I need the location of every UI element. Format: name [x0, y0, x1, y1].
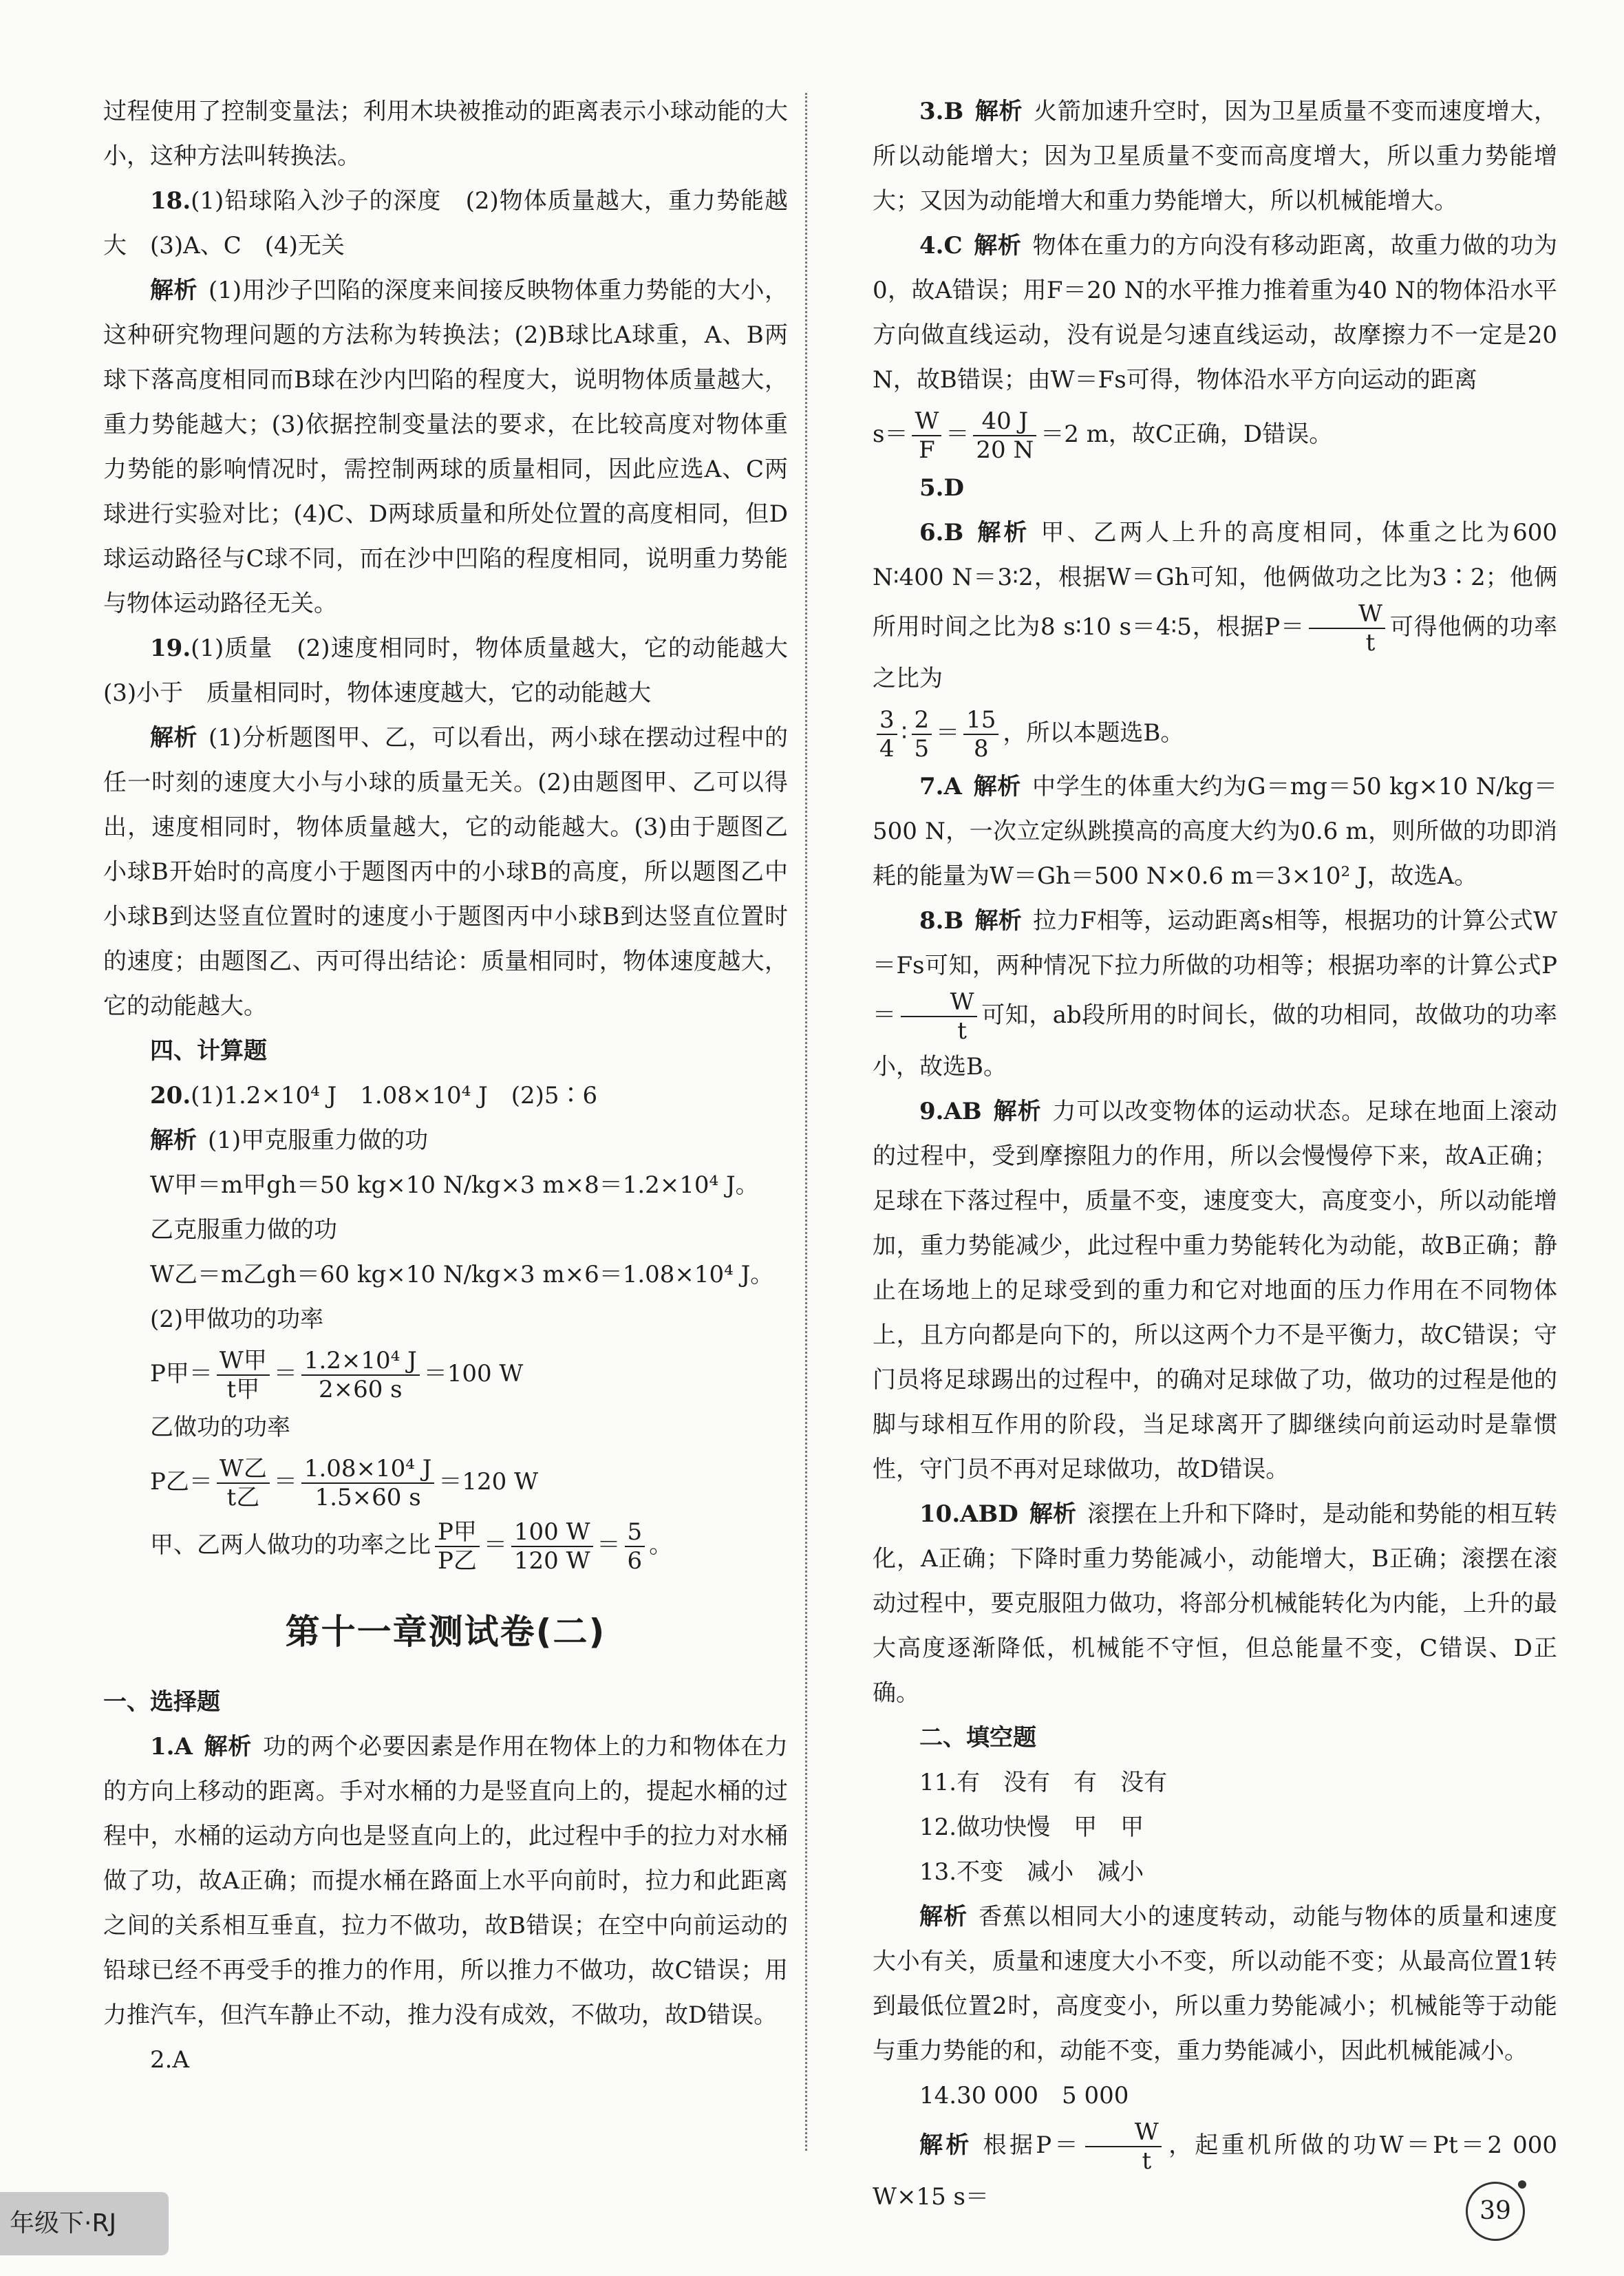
analysis-20-line2: W甲＝m甲gh＝50 kg×10 N/kg×3 m×8＝1.2×10⁴ J。	[150, 1171, 759, 1199]
answer-6: 6.B 解析 甲、乙两人上升的高度相同，体重之比为600 N∶400 N＝3∶2，根据W＝Gh可知，他俩做功之比为3∶2；他俩所用时间之比为8 s∶10 s＝4∶5，根据P＝ $\frac{W}{t}$ 可得他俩的功率之比为	[873, 519, 1557, 692]
fraction: $\frac{5}{6}$	[625, 1518, 645, 1575]
fraction: $\frac{\text{W甲}}{\text{t甲}}$	[217, 1347, 270, 1403]
column-divider	[805, 93, 807, 2151]
fraction: $\frac{40 J}{20 N}$	[973, 407, 1036, 464]
ratio-formula-6: $\frac{3}{4}$ ∶ $\frac{2}{5}$ ＝ $\frac{15}{8}$ ，所以本题选B。	[873, 701, 1557, 765]
answer-11: 11.有 没有 有 没有	[919, 1769, 1168, 1796]
left-column	[103, 89, 811, 2083]
analysis-14: 解析 根据P＝ $\frac{W}{t}$ ，起重机所做的功W＝Pt＝2 000 W×15 s＝	[873, 2118, 1558, 2211]
analysis-18: 解析 (1)用沙子凹陷的深度来间接反映物体重力势能的大小，这种研究物理问题的方法称为转换法；(2)B球比A球重，A、B两球下落高度相同而B球在沙内凹陷的程度大，说明物体质量越大，重力势能越大；(3)依据控制变量法的要求，在比较高度对物体重力势能的影响情况时，需控制两球的质量相同，因此应选A、C两球进行实验对比；(4)C、D两球质量和所处位置的高度相同，但D球运动路径与C球不同，而在沙中凹陷的程度相同，说明重力势能与物体运动路径无关。	[103, 277, 788, 617]
fraction: $\frac{W}{t}$	[1309, 600, 1385, 657]
power-jia-formula: P甲＝ $\frac{\text{W甲}}{\text{t甲}}$ ＝ $\frac{\text{1.2×10⁴ J}}{2\times 60 s}$ ＝100 W	[150, 1347, 524, 1403]
analysis-20-line1: 解析 (1)甲克服重力做的功	[150, 1127, 429, 1154]
answer-7: 7.A 解析 中学生的体重大约为G＝mg＝50 kg×10 N/kg＝500 N，一次立定纵跳摸高的高度大约为0.6 m，则所做的功即消耗的能量为W＝Gh＝500 N×0.6 m＝3×10² J，故选A。	[873, 773, 1557, 890]
fraction: $\frac{\text{1.08×10⁴ J}}{1.5\times 60 s}$	[301, 1455, 435, 1511]
power-ratio-formula: 甲、乙两人做功的功率之比 $\frac{\text{P甲}}{\text{P乙}}$ ＝ $\frac{100 W}{120 W}$ ＝ $\frac{5}{6}$ 。	[150, 1518, 673, 1575]
answer-2: 2.A	[150, 2046, 189, 2074]
answer-1: 1.A 解析 功的两个必要因素是作用在物体上的力和物体在力的方向上移动的距离。手对水桶的力是竖直向上的，提起水桶的过程中，水桶的运动方向也是竖直向上的，此过程中手的拉力对水桶做了功，故A正确；而提水桶在路面上水平向前时，拉力和此距离之间的关系相互垂直，拉力不做功，故B错误；在空中向前运动的铅球已经不再受手的推力的作用，所以推力不做功，故C错误；用力推汽车，但汽车静止不动，推力没有成效，不做功，故D错误。	[103, 1733, 788, 2029]
power-yi-formula: P乙＝ $\frac{\text{W乙}}{\text{t乙}}$ ＝ $\frac{\text{1.08×10⁴ J}}{1.5\times 60 s}$ ＝120 W	[150, 1455, 539, 1511]
analysis-19: 解析 (1)分析题图甲、乙，可以看出，两小球在摆动过程中的任一时刻的速度大小与小球的质量无关。(2)由题图甲、乙可以得出，速度相同时，物体质量越大，它的动能越大。(3)由于题图乙小球B开始时的高度小于题图丙中的小球B的高度，所以题图乙中小球B到达竖直位置时的速度小于题图丙中小球B到达竖直位置时的速度；由题图乙、丙可得出结论：质量相同时，物体速度越大，它的动能越大。	[103, 724, 788, 1020]
answer-18: 18.(1)铅球陷入沙子的深度 (2)物体质量越大，重力势能越大 (3)A、C (4)无关	[103, 187, 788, 259]
answer-12: 12.做功快慢 甲 甲	[919, 1814, 1144, 1841]
section-heading-calc: 四、计算题	[150, 1037, 267, 1065]
fraction: $\frac{100 W}{120 W}$	[511, 1518, 593, 1575]
chapter-title: 第十一章测试卷(二)	[285, 1612, 606, 1652]
grade-label-tab: 年级下·RJ	[0, 2192, 169, 2255]
fraction: $\frac{\text{W乙}}{\text{t乙}}$	[217, 1455, 270, 1511]
answer-20: 20.(1)1.2×10⁴ J 1.08×10⁴ J (2)5∶6	[150, 1082, 598, 1109]
answer-14: 14.30 000 5 000	[919, 2082, 1129, 2109]
analysis-20-line4: W乙＝m乙gh＝60 kg×10 N/kg×3 m×6＝1.08×10⁴ J。	[150, 1261, 774, 1288]
page-number: 39	[1466, 2182, 1525, 2241]
answer-8: 8.B 解析 拉力F相等，运动距离s相等，根据功的计算公式W＝Fs可知，两种情况下拉力所做的功相等；根据功率的计算公式P＝ $\frac{W}{t}$ 可知，ab段所用的时间长，做的功相同，故做功的功率小，故选B。	[873, 907, 1558, 1081]
fraction: $\frac{W}{F}$	[912, 407, 941, 464]
page-number-dot	[1518, 2180, 1526, 2189]
fraction: $\frac{\text{1.2×10⁴ J}}{2\times 60 s}$	[301, 1347, 420, 1403]
answer-19: 19.(1)质量 (2)速度相同时，物体质量越大，它的动能越大 (3)小于 质量相同时，物体速度越大，它的动能越大	[103, 635, 811, 707]
answer-9: 9.AB 解析 力可以改变物体的运动状态。足球在地面上滚动的过程中，受到摩擦阻力的作用，所以会慢慢停下来，故A正确；足球在下落过程中，质量不变，速度变大，高度变小，所以动能增加，重力势能减少，此过程中重力势能转化为动能，故B正确；静止在场地上的足球受到的重力和它对地面的压力作用在不同物体上，且方向都是向下的，所以这两个力不是平衡力，故C错误；守门员将足球踢出的过程中，的确对足球做了功，做功的过程是他的脚与球相互作用的阶段，当足球离开了脚继续向前运动时是靠惯性，守门员不再对足球做功，故D错误。	[873, 1098, 1558, 1483]
right-column	[873, 89, 1557, 2220]
fraction: $\frac{15}{8}$	[963, 706, 998, 763]
analysis-20-line6: 乙做功的功率	[150, 1414, 290, 1441]
section-heading-choice: 一、选择题	[103, 1688, 220, 1716]
answer-5: 5.D	[919, 474, 964, 502]
analysis-20-line5: (2)甲做功的功率	[150, 1306, 324, 1333]
fraction: $\frac{\text{P甲}}{\text{P乙}}$	[435, 1518, 480, 1575]
fraction: $\frac{W}{t}$	[901, 988, 977, 1045]
answer-13: 13.不变 减小 减小	[919, 1858, 1144, 1886]
fraction: $\frac{3}{4}$	[877, 706, 897, 763]
fraction: $\frac{2}{5}$	[912, 706, 932, 763]
answer-3: 3.B 解析 火箭加速升空时，因为卫星质量不变而速度增大，所以动能增大；因为卫星质量不变而高度增大，所以重力势能增大；又因为动能增大和重力势能增大，所以机械能增大。	[873, 98, 1558, 215]
fraction: $\frac{W}{t}$	[1085, 2118, 1162, 2175]
paragraph-continued: 过程使用了控制变量法；利用木块被推动的距离表示小球动能的大小，这种方法叫转换法。	[103, 98, 788, 170]
distance-formula: s＝ $\frac{W}{F}$ ＝ $\frac{40 J}{20 N}$ ＝2 m，故C正确，D错误。	[873, 407, 1333, 464]
analysis-13: 解析 香蕉以相同大小的速度转动，动能与物体的质量和速度大小有关，质量和速度大小不变，所以动能不变；从最高位置1转到最低位置2时，高度变小，所以重力势能减小；机械能等于动能与重力势能的和，动能不变，重力势能减小，因此机械能减小。	[873, 1903, 1558, 2065]
section-heading-fill: 二、填空题	[919, 1724, 1036, 1752]
analysis-20-line3: 乙克服重力做的功	[150, 1216, 337, 1244]
answer-4: 4.C 解析 物体在重力的方向没有移动距离，故重力做的功为0，故A错误；用F＝20 N的水平推力推着重为40 N的物体沿水平方向做直线运动，没有说是匀速直线运动，故摩擦力不一定是20 N，故B错误；由W＝Fs可得，物体沿水平方向运动的距离	[873, 232, 1558, 394]
answer-10: 10.ABD 解析 滚摆在上升和下降时，是动能和势能的相互转化，A正确；下降时重力势能减小，动能增大，B正确；滚摆在滚动过程中，要克服阻力做功，将部分机械能转化为内能，上升的最大高度逐渐降低，机械能不守恒，但总能量不变，C错误、D正确。	[873, 1500, 1558, 1707]
